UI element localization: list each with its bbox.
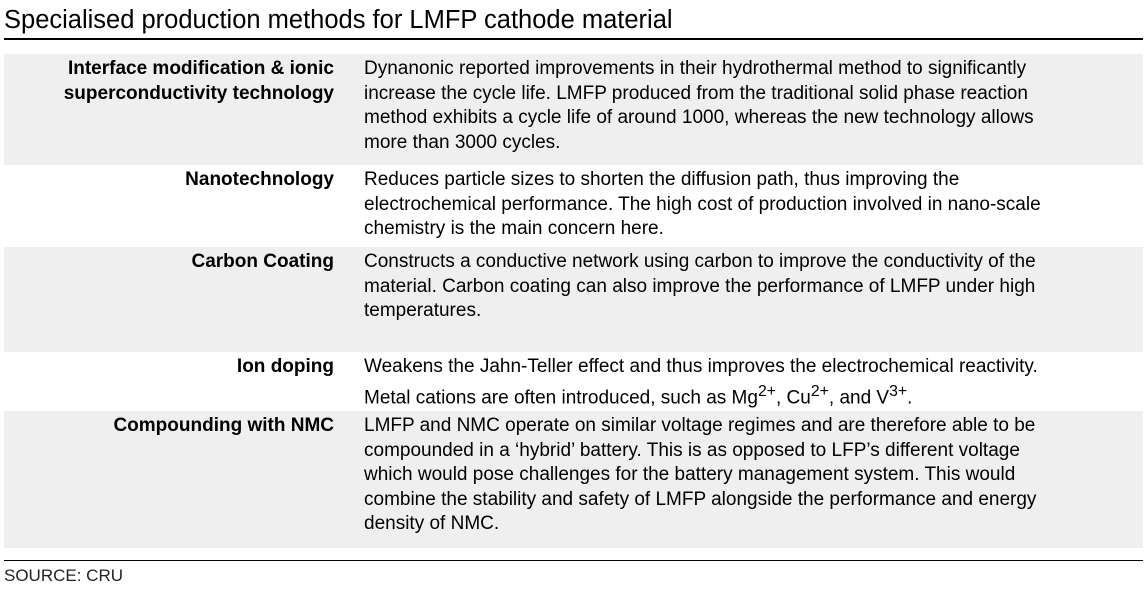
row-label-line: superconductivity technology — [63, 82, 334, 104]
row-description-line: density of NMC. — [364, 513, 500, 534]
table-row-carbon-coating — [4, 247, 1143, 352]
cations-text: , Cu — [775, 386, 811, 408]
v-charge: 3+ — [889, 382, 908, 400]
row-label-line: Compounding with NMC — [113, 415, 334, 436]
row-label-line: Carbon Coating — [191, 251, 334, 272]
row-description-line: which would pose challenges for the battery management system. This would — [364, 464, 1016, 485]
row-description-line-cations — [364, 380, 1139, 411]
cations-text: . — [907, 386, 913, 408]
cu-charge: 2+ — [810, 382, 829, 400]
row-description-line: temperatures. — [364, 300, 482, 321]
row-label — [4, 250, 334, 275]
row-description-line: Weakens the Jahn-Teller effect and thus improves the electrochemical reactivity. — [364, 356, 1038, 377]
row-description-line: electrochemical performance. The high cost of production involved in nano-scale — [364, 193, 1041, 215]
title-divider — [4, 38, 1143, 40]
row-label — [4, 414, 334, 439]
row-description-line: Reduces particle sizes to shorten the diffusion path, thus improving the — [364, 169, 960, 190]
row-description — [364, 414, 1139, 537]
row-label — [4, 57, 334, 106]
cations-text: , and V — [828, 386, 890, 408]
row-description-line: Dynanonic reported improvements in their hydrothermal method to significantly — [364, 58, 1027, 79]
table-row-ion-doping — [4, 352, 1143, 411]
row-description-line: material. Carbon coating can also improve the performance of LMFP under high — [364, 275, 1036, 297]
row-label — [4, 168, 334, 193]
source-note: SOURCE: CRU — [4, 566, 124, 585]
row-label — [4, 355, 334, 380]
page-title: Specialised production methods for LMFP cathode material — [4, 6, 673, 34]
row-description — [364, 355, 1139, 410]
row-label-line: Interface modification & ionic — [67, 58, 334, 79]
row-label-line: Ion doping — [236, 356, 334, 377]
row-description-line: increase the cycle life. LMFP produced from the traditional solid phase reaction — [364, 82, 1028, 104]
row-label-line: Nanotechnology — [185, 169, 334, 190]
table-row-compounding-nmc — [4, 411, 1143, 548]
row-description — [364, 57, 1139, 155]
footer-divider — [4, 560, 1143, 561]
table-row-nanotechnology — [4, 165, 1143, 247]
row-description-line: chemistry is the main concern here. — [364, 218, 664, 239]
cations-text: Metal cations are often introduced, such as Mg — [364, 386, 758, 408]
row-description-line: LMFP and NMC operate on similar voltage regimes and are therefore able to be — [364, 415, 1036, 436]
mg-charge: 2+ — [757, 382, 776, 400]
row-description-line: Constructs a conductive network using carbon to improve the conductivity of the — [364, 251, 1036, 272]
row-description-line: combine the stability and safety of LMFP alongside the performance and energy — [364, 488, 1037, 510]
row-description-line: method exhibits a cycle life of around 1000, whereas the new technology allows — [364, 107, 1034, 128]
methods-table — [4, 54, 1143, 548]
row-description-line: compounded in a ‘hybrid’ battery. This is as opposed to LFP’s different voltage — [364, 439, 1020, 461]
table-row-interface-modification — [4, 54, 1143, 165]
row-description — [364, 168, 1139, 242]
row-description-line: more than 3000 cycles. — [364, 131, 561, 153]
row-description — [364, 250, 1139, 324]
